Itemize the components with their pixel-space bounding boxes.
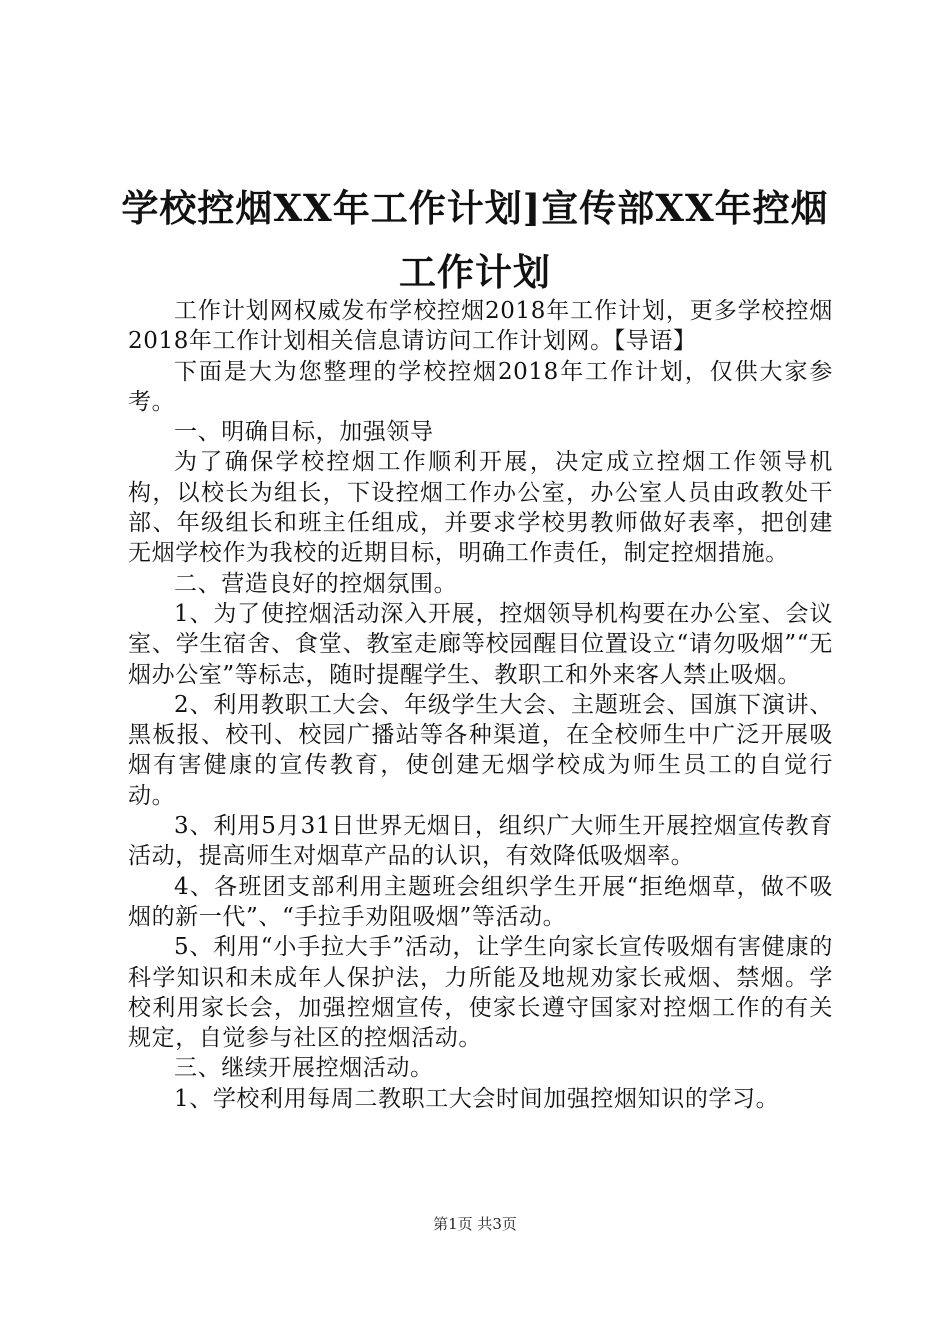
section-heading-3: 三、继续开展控烟活动。 (174, 1055, 434, 1082)
paragraph: 为了确保学校控烟工作顺利开展，决定成立控烟工作领导机构，以校长为组长，下设控烟工作办公室，办公室人员由政教处干部、年级组长和班主任组成，并要求学校男教师做好表率，把创建无烟学校作为我校的近期目标，明确工作责任，制定控烟措施。 (128, 449, 833, 567)
section-heading-1: 一、明确目标，加强领导 (174, 419, 434, 446)
list-item: 3、利用5月31日世界无烟日，组织广大师生开展控烟宣传教育活动，提高师生对烟草产品的认识，有效降低吸烟率。 (128, 813, 833, 870)
list-item: 2、利用教职工大会、年级学生大会、主题班会、国旗下演讲、黑板报、校刊、校园广播站等各种渠道，在全校师生中广泛开展吸烟有害健康的宣传教育，使创建无烟学校成为师生员工的自觉行动。 (128, 691, 833, 809)
document-body (128, 296, 833, 1114)
page-number-footer: 第1页 共3页 (433, 1215, 517, 1233)
paragraph-intro: 工作计划网权威发布学校控烟2018年工作计划，更多学校控烟2018年工作计划相关信息请访问工作计划网。【导语】 (128, 298, 833, 355)
section-heading-2: 二、营造良好的控烟氛围。 (174, 570, 458, 597)
list-item: 1、为了使控烟活动深入开展，控烟领导机构要在办公室、会议室、学生宿舍、食堂、教室走廊等校园醒目位置设立“请勿吸烟”“无烟办公室”等标志，随时提醒学生、教职工和外来客人禁止吸烟。 (128, 600, 833, 688)
list-item: 1、学校利用每周二教职工大会时间加强控烟知识的学习。 (174, 1085, 780, 1112)
list-item: 5、利用“小手拉大手”活动，让学生向家长宣传吸烟有害健康的科学知识和未成年人保护法，力所能及地规劝家长戒烟、禁烟。学校利用家长会，加强控烟宣传，使家长遵守国家对控烟工作的有关规定，自觉参与社区的控烟活动。 (128, 934, 833, 1052)
list-item: 4、各班团支部利用主题班会组织学生开展“拒绝烟草，做不吸烟的新一代”、“手拉手劝阻吸烟”等活动。 (128, 873, 833, 930)
paragraph-preface: 下面是大为您整理的学校控烟2018年工作计划，仅供大家参考。 (128, 358, 833, 415)
document-title: 学校控烟XX年工作计划]宣传部XX年控烟工作计划 (121, 186, 829, 294)
